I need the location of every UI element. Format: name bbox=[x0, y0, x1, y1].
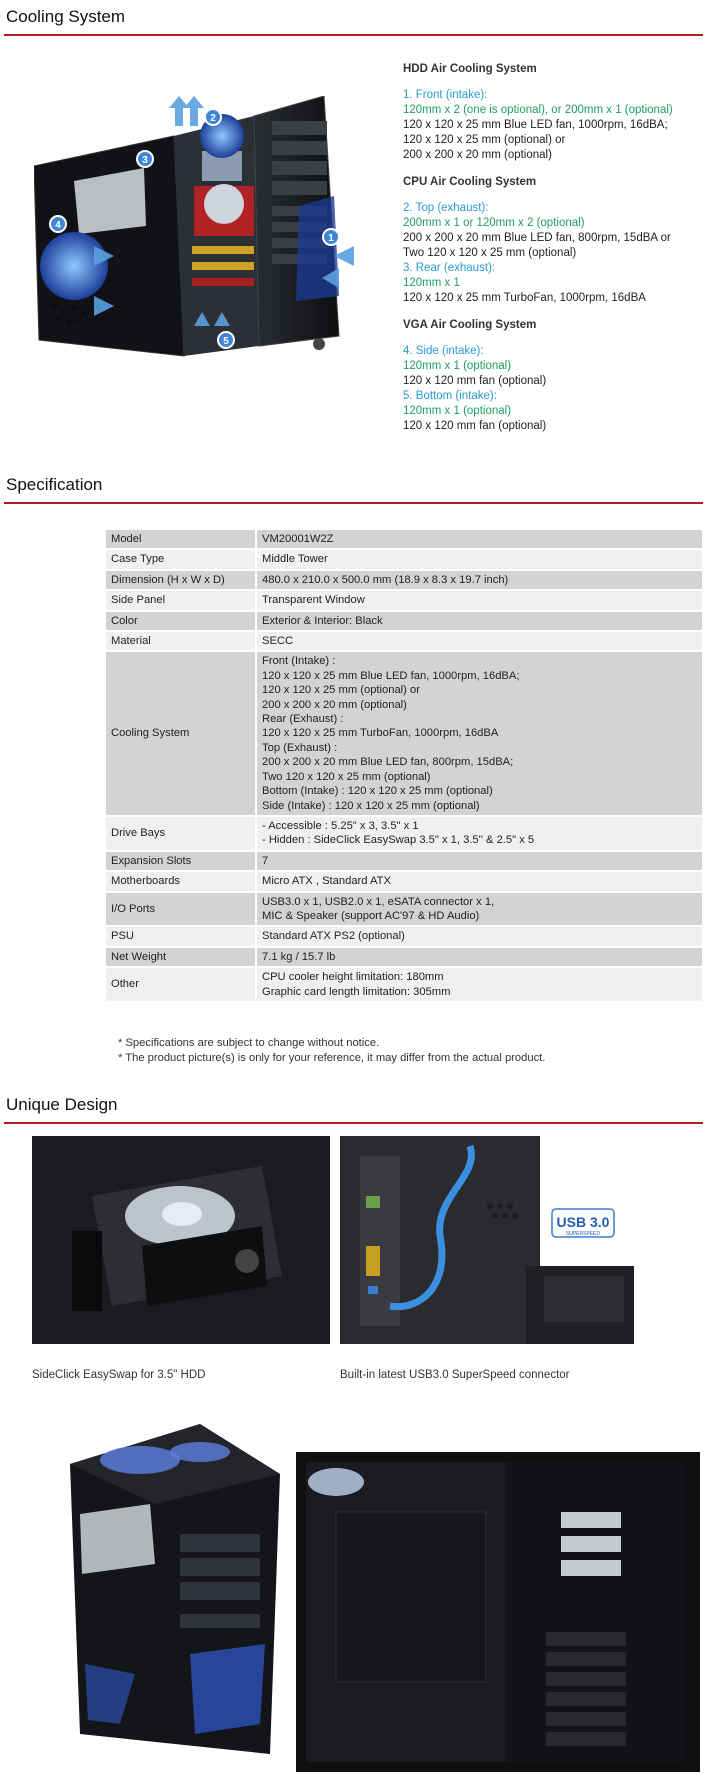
side-detail-1: 120 x 120 mm fan (optional) bbox=[403, 375, 547, 387]
spec-row bbox=[106, 852, 702, 870]
callout-2: 2 bbox=[210, 113, 216, 124]
spec-key: Side Panel bbox=[106, 591, 257, 609]
spec-row bbox=[106, 893, 702, 926]
top-detail-2: Two 120 x 120 x 25 mm (optional) bbox=[403, 247, 577, 259]
spec-row bbox=[106, 632, 702, 650]
caption-usb3: Built-in latest USB3.0 SuperSpeed connector bbox=[340, 1369, 570, 1381]
usb3-logo-text: USB 3.0 bbox=[556, 1214, 610, 1230]
callout-3: 3 bbox=[142, 155, 148, 166]
front-spec: 120mm x 2 (one is optional), or 200mm x 1 (optional) bbox=[403, 104, 673, 116]
unique-heading: Unique Design bbox=[6, 1095, 118, 1114]
spec-value bbox=[257, 652, 702, 814]
spec-key: PSU bbox=[106, 927, 257, 945]
side-spec: 120mm x 1 (optional) bbox=[403, 360, 512, 372]
spec-value-line: 120 x 120 x 25 mm (optional) or bbox=[262, 684, 420, 697]
spec-heading: Specification bbox=[6, 475, 103, 494]
spec-row bbox=[106, 948, 702, 966]
spec-key: I/O Ports bbox=[106, 893, 257, 926]
callout-5: 5 bbox=[223, 336, 229, 347]
spec-value-line: Middle Tower bbox=[262, 553, 328, 566]
spec-value bbox=[257, 817, 702, 850]
hdd-heading: HDD Air Cooling System bbox=[403, 63, 537, 75]
spec-value-line: Graphic card length limitation: 305mm bbox=[262, 985, 451, 998]
spec-value-line: USB3.0 x 1, USB2.0 x 1, eSATA connector x 1, bbox=[262, 895, 495, 908]
spec-value-line: - Accessible : 5.25" x 3, 3.5" x 1 bbox=[262, 819, 419, 832]
sideclick-easyswap-photo bbox=[32, 1136, 330, 1344]
spec-key: Case Type bbox=[106, 550, 257, 568]
spec-row bbox=[106, 530, 702, 548]
top-detail-1: 200 x 200 x 20 mm Blue LED fan, 800rpm, 15dBA or bbox=[403, 232, 671, 244]
spec-value-line: 7 bbox=[262, 854, 269, 867]
front-detail-3: 200 x 200 x 20 mm (optional) bbox=[403, 149, 552, 161]
spec-row bbox=[106, 591, 702, 609]
spec-value-line: 7.1 kg / 15.7 lb bbox=[262, 950, 336, 963]
spec-value-line: Standard ATX PS2 (optional) bbox=[262, 930, 405, 943]
spec-key: Other bbox=[106, 968, 257, 1001]
spec-value bbox=[257, 852, 702, 870]
spec-value-line: Top (Exhaust) : bbox=[262, 741, 338, 754]
caption-easyswap: SideClick EasySwap for 3.5" HDD bbox=[32, 1369, 206, 1381]
spec-value bbox=[257, 927, 702, 945]
note-1: * Specifications are subject to change without notice. bbox=[118, 1037, 380, 1049]
spec-row bbox=[106, 550, 702, 568]
usb3-connector-photo bbox=[340, 1136, 638, 1344]
front-title: 1. Front (intake): bbox=[403, 89, 488, 101]
cooling-heading: Cooling System bbox=[6, 7, 126, 26]
side-title: 4. Side (intake): bbox=[403, 345, 484, 357]
spec-row bbox=[106, 968, 702, 1001]
spec-value bbox=[257, 612, 702, 630]
spec-value bbox=[257, 948, 702, 966]
callout-1: 1 bbox=[328, 233, 334, 244]
spec-value bbox=[257, 893, 702, 926]
case-front-photo bbox=[50, 1424, 282, 1754]
callout-4: 4 bbox=[55, 220, 61, 231]
spec-key: Dimension (H x W x D) bbox=[106, 571, 257, 589]
rear-title: 3. Rear (exhaust): bbox=[403, 262, 496, 274]
usb3-logo-subtext: SUPERSPEED bbox=[565, 1231, 601, 1237]
spec-value bbox=[257, 591, 702, 609]
cpu-heading: CPU Air Cooling System bbox=[403, 176, 537, 188]
spec-table bbox=[106, 528, 702, 1003]
spec-value-line: Micro ATX , Standard ATX bbox=[262, 875, 391, 888]
spec-row bbox=[106, 612, 702, 630]
spec-key: Motherboards bbox=[106, 872, 257, 890]
spec-key: Net Weight bbox=[106, 948, 257, 966]
spec-value bbox=[257, 872, 702, 890]
top-title: 2. Top (exhaust): bbox=[403, 202, 489, 214]
bottom-spec: 120mm x 1 (optional) bbox=[403, 405, 512, 417]
heading-rule bbox=[4, 1122, 703, 1124]
bottom-title: 5. Bottom (intake): bbox=[403, 390, 497, 402]
case-interior-photo bbox=[296, 1452, 700, 1772]
spec-key: Material bbox=[106, 632, 257, 650]
spec-value bbox=[257, 571, 702, 589]
spec-key: Drive Bays bbox=[106, 817, 257, 850]
spec-value-line: SECC bbox=[262, 635, 294, 648]
spec-value bbox=[257, 550, 702, 568]
spec-key: Cooling System bbox=[106, 652, 257, 814]
note-2: * The product picture(s) is only for your reference, it may differ from the actual product. bbox=[118, 1052, 546, 1064]
spec-value-line: CPU cooler height limitation: 180mm bbox=[262, 971, 444, 984]
spec-value-line: MIC & Speaker (support AC'97 & HD Audio) bbox=[262, 909, 480, 922]
spec-value-line: 120 x 120 x 25 mm TurboFan, 1000rpm, 16dBA bbox=[262, 727, 499, 740]
spec-value-line: Two 120 x 120 x 25 mm (optional) bbox=[262, 770, 431, 783]
heading-rule bbox=[4, 34, 703, 36]
spec-row bbox=[106, 872, 702, 890]
spec-value bbox=[257, 632, 702, 650]
spec-row bbox=[106, 927, 702, 945]
cooling-description bbox=[403, 62, 703, 434]
side-fan-icon bbox=[40, 232, 108, 300]
spec-value-line: 480.0 x 210.0 x 500.0 mm (18.9 x 8.3 x 19.7 inch) bbox=[262, 573, 509, 586]
spec-value bbox=[257, 968, 702, 1001]
spec-value-line: Front (Intake) : bbox=[262, 655, 336, 668]
vga-heading: VGA Air Cooling System bbox=[403, 319, 537, 331]
spec-key: Color bbox=[106, 612, 257, 630]
spec-key: Expansion Slots bbox=[106, 852, 257, 870]
rear-detail-1: 120 x 120 x 25 mm TurboFan, 1000rpm, 16dBA bbox=[403, 292, 646, 304]
heading-rule bbox=[4, 502, 703, 504]
bottom-detail-1: 120 x 120 mm fan (optional) bbox=[403, 420, 547, 432]
spec-value-line: Rear (Exhaust) : bbox=[262, 713, 344, 726]
spec-notes bbox=[118, 1036, 545, 1066]
spec-value-line: 120 x 120 x 25 mm Blue LED fan, 1000rpm, 16dBA; bbox=[262, 669, 520, 682]
front-detail-2: 120 x 120 x 25 mm (optional) or bbox=[403, 134, 566, 146]
spec-value-line: Transparent Window bbox=[262, 594, 365, 607]
rear-fan-icon bbox=[204, 184, 244, 224]
spec-row bbox=[106, 652, 702, 814]
top-spec: 200mm x 1 or 120mm x 2 (optional) bbox=[403, 217, 585, 229]
spec-value-line: Exterior & Interior: Black bbox=[262, 614, 383, 627]
spec-value-line: Bottom (Intake) : 120 x 120 x 25 mm (optional) bbox=[262, 785, 493, 798]
spec-value bbox=[257, 530, 702, 548]
spec-value-line: VM20001W2Z bbox=[262, 533, 334, 545]
rear-spec: 120mm x 1 bbox=[403, 277, 460, 289]
front-detail-1: 120 x 120 x 25 mm Blue LED fan, 1000rpm, 16dBA; bbox=[403, 119, 668, 131]
spec-row bbox=[106, 817, 702, 850]
spec-row bbox=[106, 571, 702, 589]
spec-value-line: - Hidden : SideClick EasySwap 3.5" x 1, 3.5'' & 2.5" x 5 bbox=[262, 834, 535, 847]
spec-value-line: 200 x 200 x 20 mm (optional) bbox=[262, 698, 407, 711]
spec-value-line: 200 x 200 x 20 mm Blue LED fan, 800rpm, 15dBA; bbox=[262, 756, 514, 769]
spec-value-line: Side (Intake) : 120 x 120 x 25 mm (optional) bbox=[262, 799, 480, 812]
case-airflow-image bbox=[34, 96, 394, 382]
spec-key: Model bbox=[106, 530, 257, 548]
